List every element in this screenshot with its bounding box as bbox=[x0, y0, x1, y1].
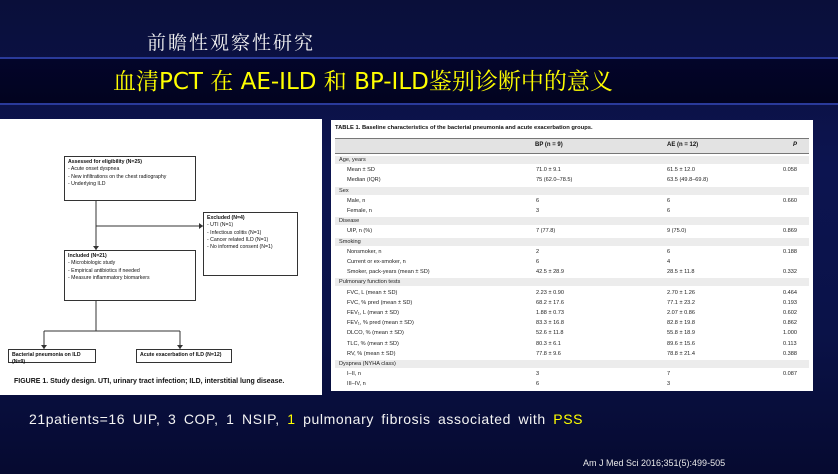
row-bp-value: 80.3 ± 6.1 bbox=[536, 340, 561, 347]
table-row bbox=[331, 227, 813, 235]
row-bp-value: 68.2 ± 17.6 bbox=[536, 299, 564, 306]
table-row bbox=[335, 156, 809, 164]
table-row bbox=[331, 166, 813, 174]
row-p-value: 0.388 bbox=[783, 350, 797, 357]
row-p-value: 0.188 bbox=[783, 248, 797, 255]
row-p-value: 0.332 bbox=[783, 269, 797, 276]
row-label: Mean ± SD bbox=[347, 167, 375, 174]
row-label: RV, % (mean ± SD) bbox=[347, 350, 396, 357]
included-line: - Measure inflammatory biomarkers bbox=[68, 274, 150, 281]
row-ae-value: 77.1 ± 23.2 bbox=[667, 299, 695, 306]
row-label: Smoker, pack-years (mean ± SD) bbox=[347, 269, 430, 276]
row-label: FEV₁, L (mean ± SD) bbox=[347, 310, 399, 316]
assessed-line: - Underlying ILD bbox=[68, 180, 106, 187]
row-p-value: 0.602 bbox=[783, 310, 797, 316]
table-row bbox=[335, 238, 809, 246]
bp-group-box bbox=[8, 349, 96, 366]
row-ae-value: 3 bbox=[667, 381, 671, 388]
row-bp-value: 77.8 ± 9.6 bbox=[536, 350, 561, 357]
table-row bbox=[331, 207, 813, 215]
excluded-box bbox=[203, 212, 298, 276]
row-bp-value: 6 bbox=[536, 381, 540, 388]
row-ae-value: 28.5 ± 11.8 bbox=[667, 269, 695, 276]
table-row bbox=[331, 299, 813, 307]
row-ae-value: 89.6 ± 15.6 bbox=[667, 340, 695, 347]
row-bp-value: 2 bbox=[536, 248, 540, 255]
row-p-value: 0.660 bbox=[783, 197, 797, 204]
row-ae-value: 6 bbox=[667, 197, 671, 204]
row-p-value: 1.000 bbox=[783, 330, 797, 337]
row-p-value: 0.862 bbox=[783, 320, 797, 327]
row-p-value: 0.869 bbox=[783, 228, 797, 235]
included-line: - Microbiologic study bbox=[68, 260, 116, 267]
citation: Am J Med Sci 2016;351(5):499-505 bbox=[583, 458, 726, 468]
included-line: Included (N=21) bbox=[68, 253, 107, 259]
row-label: Age, years bbox=[339, 157, 366, 163]
table-row bbox=[331, 309, 813, 317]
table-row bbox=[331, 268, 813, 276]
table-row bbox=[335, 217, 809, 225]
row-label: Nonsmoker, n bbox=[347, 248, 382, 255]
row-label: III–IV, n bbox=[347, 381, 366, 388]
row-bp-value: 6 bbox=[536, 197, 540, 204]
summary-part-1: 21patients=16 UIP, 3 COP, 1 NSIP, bbox=[29, 411, 288, 427]
row-ae-value: 63.5 (49.8–69.8) bbox=[667, 177, 709, 184]
excluded-line: Excluded (N=4) bbox=[207, 215, 245, 221]
row-ae-value: 55.8 ± 18.9 bbox=[667, 330, 695, 337]
row-ae-value: 4 bbox=[667, 259, 671, 265]
row-label: Median (IQR) bbox=[347, 177, 381, 184]
col-ae-header: AE (n = 12) bbox=[667, 142, 699, 148]
row-ae-value: 61.5 ± 12.0 bbox=[667, 167, 695, 174]
table-row bbox=[331, 370, 813, 378]
row-ae-value: 7 bbox=[667, 371, 671, 378]
row-label: Current or ex-smoker, n bbox=[347, 259, 406, 265]
row-label: I–II, n bbox=[347, 371, 361, 378]
row-p-value: 0.087 bbox=[783, 371, 797, 378]
table-row bbox=[331, 248, 813, 256]
excluded-line: - Infectious colitis (N=1) bbox=[207, 229, 262, 236]
row-ae-value: 6 bbox=[667, 208, 671, 214]
slide-title: 血清PCT 在 AE-ILD 和 BP-ILD鉴别诊断中的意义 bbox=[113, 69, 613, 95]
table-row bbox=[331, 258, 813, 266]
figure-caption: FIGURE 1. Study design. UTI, urinary tract infection; ILD, interstitial lung disease. bbox=[14, 378, 285, 385]
row-ae-value: 9 (75.0) bbox=[667, 228, 687, 235]
row-label: DLCO, % (mean ± SD) bbox=[347, 330, 404, 337]
excluded-line: - UTI (N=1) bbox=[207, 222, 234, 229]
row-bp-value: 2.23 ± 0.90 bbox=[536, 289, 564, 296]
assessed-line: Assessed for eligibility (N=25) bbox=[68, 159, 142, 165]
col-p-header: P bbox=[793, 142, 798, 148]
row-label: UIP, n (%) bbox=[347, 228, 373, 235]
row-bp-value: 1.88 ± 0.73 bbox=[536, 310, 564, 316]
row-ae-value: 6 bbox=[667, 248, 671, 255]
table-row bbox=[335, 278, 809, 286]
bp-group-label: Bacterial pneumonia on ILD (N=9) bbox=[12, 352, 81, 366]
row-p-value: 0.058 bbox=[783, 167, 797, 174]
row-label: Dyspnea (NYHA class) bbox=[339, 361, 396, 367]
row-bp-value: 3 bbox=[536, 208, 540, 214]
row-bp-value: 7 (77.8) bbox=[536, 228, 556, 235]
table-row bbox=[331, 350, 813, 358]
row-ae-value: 2.07 ± 0.86 bbox=[667, 310, 695, 316]
row-label: FVC, L (mean ± SD) bbox=[347, 289, 398, 296]
summary-highlight-one: 1 bbox=[287, 411, 296, 427]
row-label: TLC, % (mean ± SD) bbox=[347, 340, 399, 347]
assessed-box bbox=[64, 156, 196, 201]
row-bp-value: 83.3 ± 16.8 bbox=[536, 320, 564, 327]
ae-group-box bbox=[136, 349, 232, 363]
table-row bbox=[331, 329, 813, 337]
included-box bbox=[64, 250, 196, 301]
row-ae-value: 2.70 ± 1.26 bbox=[667, 289, 695, 296]
row-label: Female, n bbox=[347, 208, 372, 214]
row-bp-value: 71.0 ± 9.1 bbox=[536, 167, 561, 174]
row-bp-value: 42.5 ± 28.9 bbox=[536, 269, 564, 276]
included-line: - Empirical antibiotics if needed bbox=[68, 267, 140, 274]
table-row bbox=[331, 289, 813, 297]
excluded-line: - No informed consent (N=1) bbox=[207, 244, 273, 251]
table-row bbox=[331, 319, 813, 327]
slide-subtitle: 前瞻性观察性研究 bbox=[147, 32, 316, 54]
summary-highlight-pss: PSS bbox=[553, 411, 584, 427]
row-p-value: 0.113 bbox=[783, 340, 797, 347]
row-label: Smoking bbox=[339, 238, 361, 245]
assessed-line: - New infiltrations on the chest radiography bbox=[68, 173, 167, 180]
study-design-figure bbox=[0, 119, 322, 395]
row-ae-value: 82.8 ± 19.8 bbox=[667, 320, 695, 327]
table-row bbox=[335, 360, 809, 368]
row-bp-value: 52.6 ± 11.8 bbox=[536, 330, 564, 337]
row-label: Pulmonary function tests bbox=[339, 279, 401, 286]
excluded-line: - Cancer related ILD (N=1) bbox=[207, 236, 269, 243]
assessed-line: - Acute onset dyspnea bbox=[68, 166, 120, 173]
row-p-value: 0.193 bbox=[783, 299, 797, 306]
row-label: Disease bbox=[339, 218, 360, 225]
patients-summary bbox=[29, 411, 583, 427]
row-label: FEV₁, % pred (mean ± SD) bbox=[347, 320, 414, 327]
row-label: Sex bbox=[339, 187, 349, 194]
table-row bbox=[331, 380, 813, 388]
row-bp-value: 3 bbox=[536, 371, 540, 378]
row-p-value: 0.464 bbox=[783, 289, 797, 296]
summary-part-2: pulmonary fibrosis associated with bbox=[295, 411, 554, 427]
row-bp-value: 6 bbox=[536, 259, 540, 265]
table-row bbox=[331, 197, 813, 205]
row-ae-value: 78.8 ± 21.4 bbox=[667, 350, 695, 357]
row-bp-value: 75 (62.0–78.5) bbox=[536, 177, 573, 184]
table-row bbox=[331, 176, 813, 184]
table-title: TABLE 1. Baseline characteristics of the bacterial pneumonia and acute exacerbation groups. bbox=[335, 125, 593, 131]
table-row bbox=[335, 187, 809, 195]
baseline-table bbox=[331, 120, 813, 391]
table-header bbox=[335, 138, 809, 154]
row-label: FVC, % pred (mean ± SD) bbox=[347, 299, 413, 306]
row-label: Male, n bbox=[347, 197, 366, 204]
table-row bbox=[331, 340, 813, 348]
col-bp-header: BP (n = 9) bbox=[535, 142, 563, 148]
ae-group-label: Acute exacerbation of ILD (N=12) bbox=[140, 352, 222, 358]
